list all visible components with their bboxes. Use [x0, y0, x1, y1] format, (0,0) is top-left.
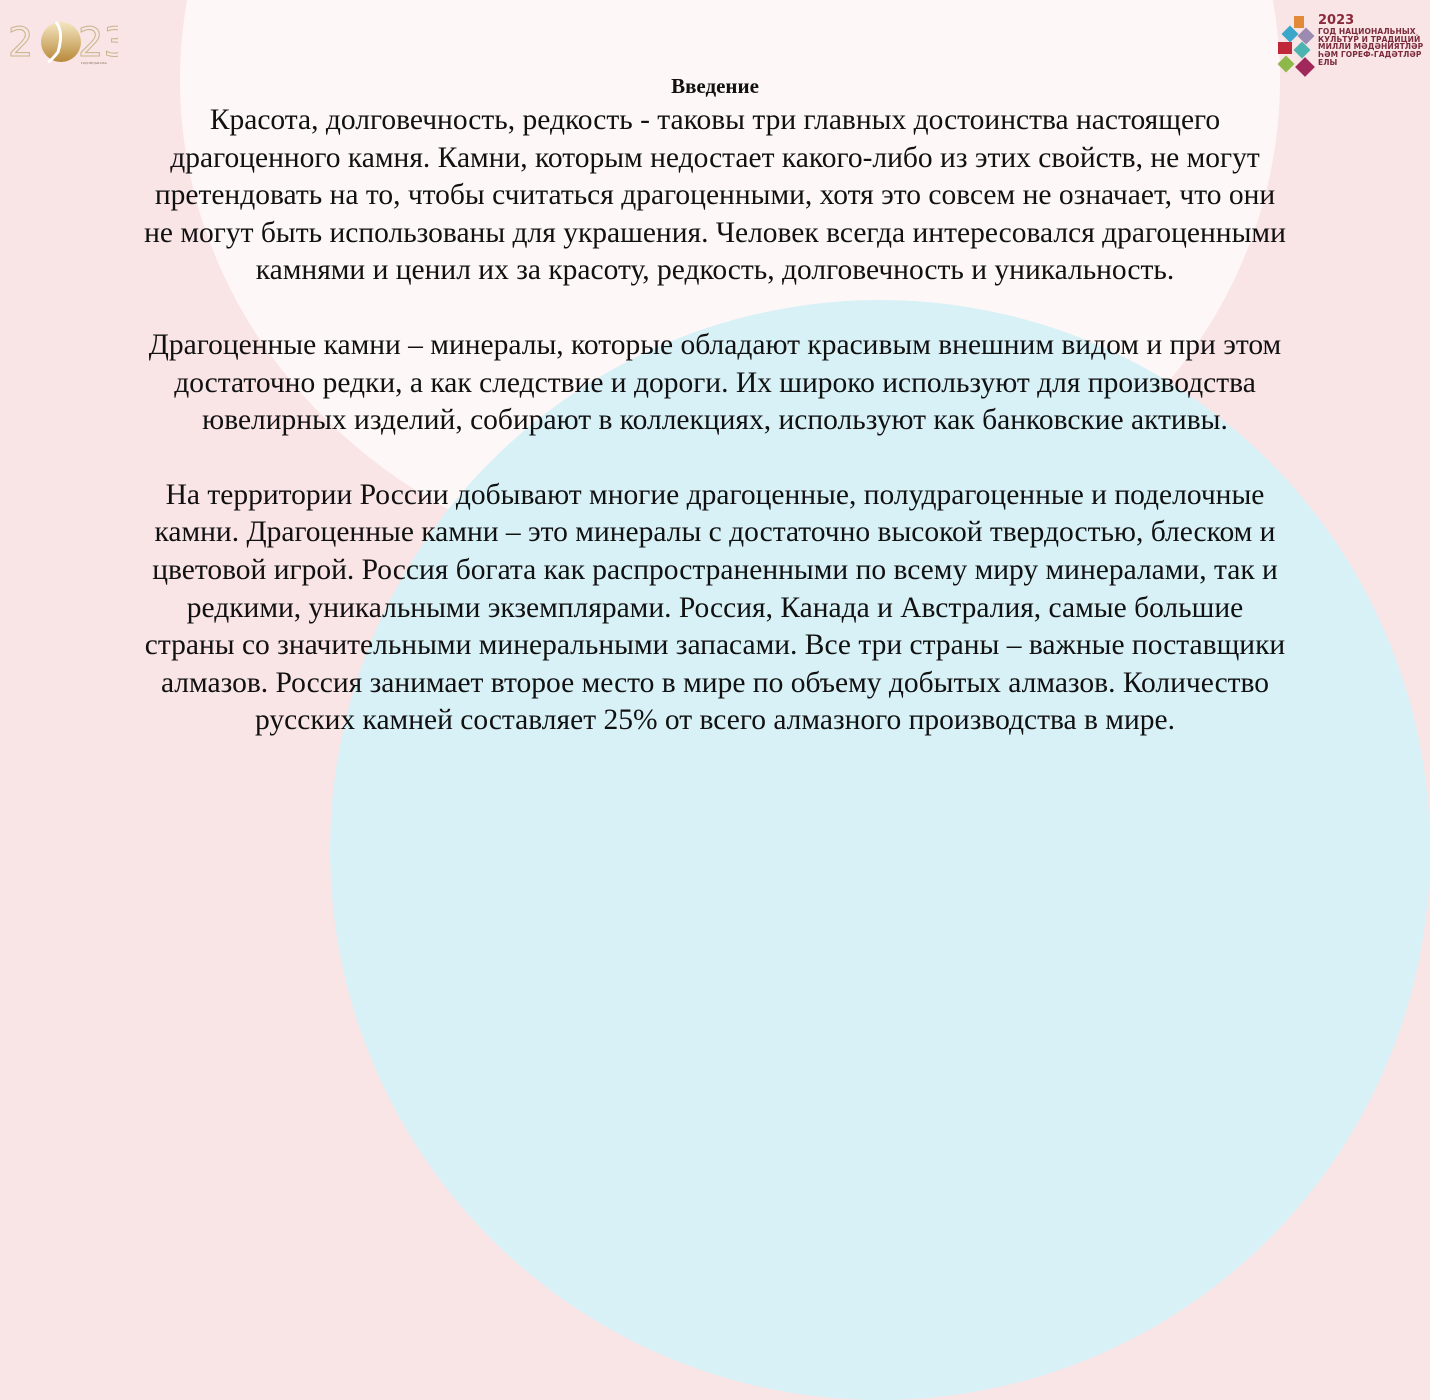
text-line: достаточно редки, а как следствие и дороги. Их широко используют для производства — [174, 366, 1256, 399]
text-line: ювелирных изделий, собирают в коллекциях, используют как банковские активы. — [202, 404, 1228, 437]
text-line: На территории России добывают многие драгоценные, полудрагоценные и поделочные — [165, 478, 1265, 511]
text-line: страны со значительными минеральными запасами. Все три страны – важные поставщики — [144, 629, 1286, 662]
text-line: камни. Драгоценные камни – это минералы с достаточно высокой твердостью, блеском и — [154, 516, 1276, 549]
paragraph-russia — [0, 477, 1430, 740]
text-line: камнями и ценил их за красоту, редкость, долговечность и уникальность. — [255, 254, 1175, 287]
logo-line: КУЛЬТУР И ТРАДИЦИЙ — [1318, 34, 1421, 44]
svg-text:2: 2 — [8, 20, 34, 66]
logo-line: ГОД НАЦИОНАЛЬНЫХ — [1318, 26, 1416, 36]
paragraph-intro — [0, 102, 1430, 290]
text-line: Красота, долговечность, редкость - таковы три главных достоинства настоящего — [209, 104, 1221, 136]
text-line: драгоценного камня. Камни, которым недостает какого-либо из этих свойств, не могут — [170, 141, 1260, 174]
text-line: цветовой игрой. Россия богата как распространенными по всему миру минералами, так и — [152, 553, 1278, 586]
slide-title: Введение — [671, 74, 759, 98]
logo-line: МИЛЛИ МӘДӘНИЯТЛӘР — [1318, 42, 1424, 52]
text-line: редкими, уникальными экземплярами. Россия, Канада и Австралия, самые большие — [186, 591, 1244, 624]
year-of-teacher-logo — [6, 8, 118, 70]
text-line: алмазов. Россия занимает второе место в мире по объему добытых алмазов. Количество — [160, 666, 1270, 699]
slide-content — [0, 68, 1430, 740]
text-line: не могут быть использованы для украшения. Человек всегда интересовался драгоценными — [144, 216, 1286, 249]
text-line: претендовать на то, чтобы считаться драгоценными, хотя это совсем не означает, что они — [154, 179, 1276, 212]
logo-year: 2023 — [1318, 13, 1355, 28]
text-line: русских камней составляет 25% от всего алмазного производства в мире. — [255, 704, 1175, 737]
logo-line: ҺӘМ ГОРЕФ-ГАДӘТЛӘР ЕЛЫ — [1318, 50, 1422, 68]
svg-text:23: 23 — [78, 20, 118, 66]
svg-text:ГОД ПЕДАГОГА: ГОД ПЕДАГОГА — [81, 61, 107, 65]
text-line: Драгоценные камни – минералы, которые обладают красивым внешним видом и при этом — [148, 328, 1282, 361]
paragraph-definition — [0, 327, 1430, 440]
